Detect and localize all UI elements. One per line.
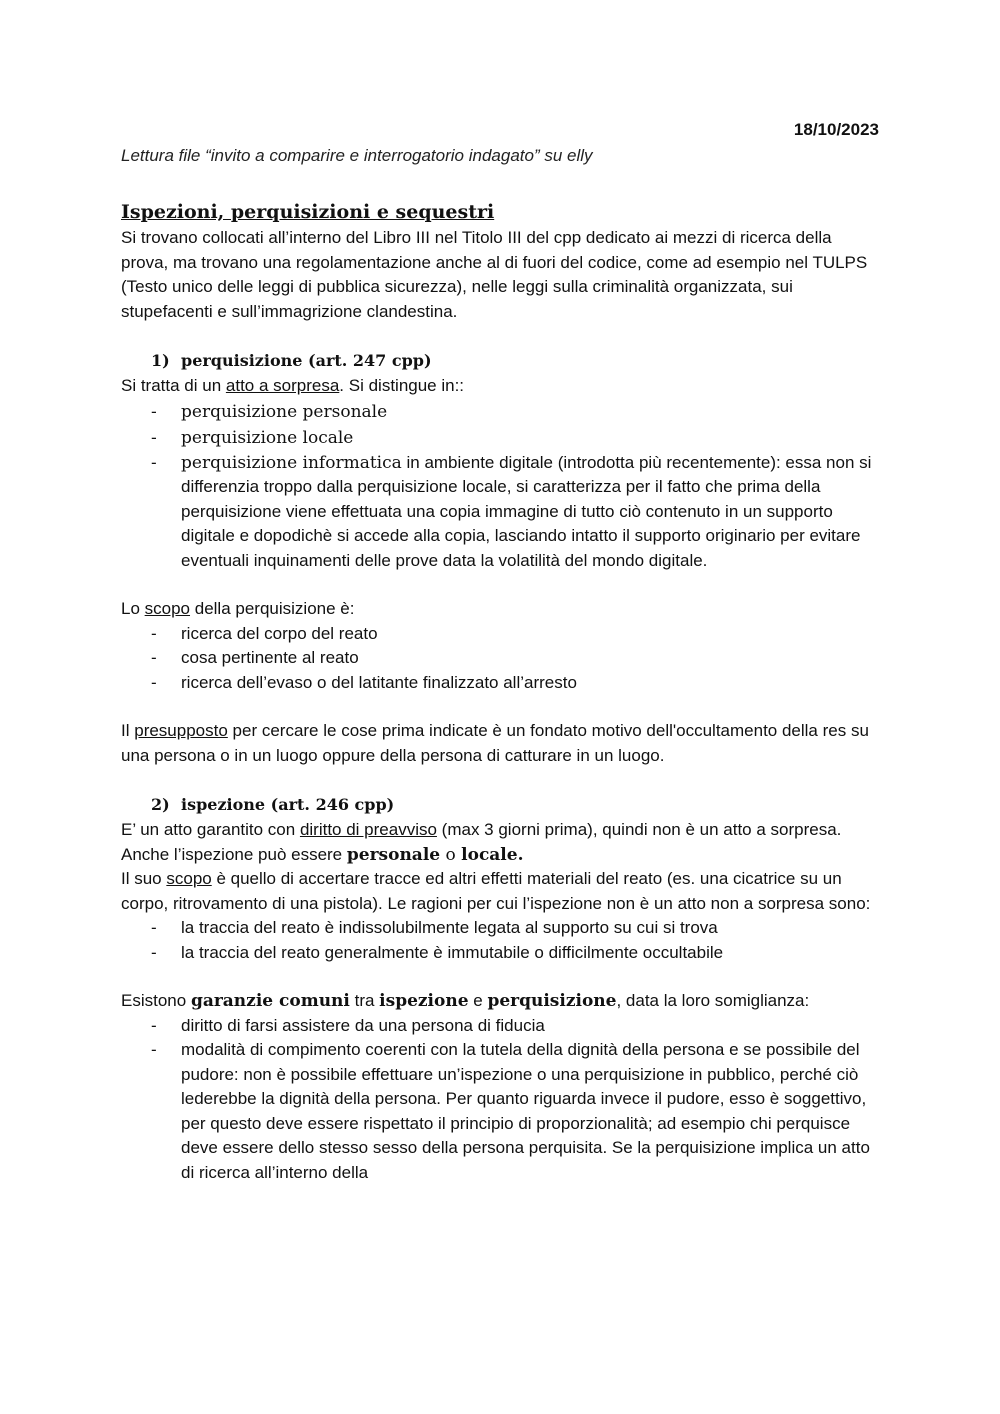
dash-bullet: - <box>151 918 157 937</box>
heading-text: perquisizione (art. 247 cpp) <box>181 351 432 370</box>
list-item: - perquisizione personale <box>121 399 881 425</box>
underlined-text: scopo <box>166 869 212 888</box>
perquisizione-types-list <box>121 399 881 574</box>
garanzie-list <box>121 1014 881 1186</box>
underlined-text: atto a sorpresa <box>225 376 340 395</box>
heading-number: 1) <box>151 351 170 370</box>
section-title: Ispezioni, perquisizioni e sequestri <box>121 201 495 223</box>
heading-perquisizione <box>121 348 881 374</box>
list-item: - ricerca del corpo del reato <box>121 622 881 647</box>
dash-bullet: - <box>151 452 157 472</box>
list-item: - perquisizione informatica in ambiente digitale (introdotta più recentemente): essa non si differenzia troppo dalla perquisizione locale, si caratterizza per il fatto che prima della perquisizione viene effettuata una copia immagine di tutto ciò contenuto in un supporto digitale e dopodichè si accede alla copia, lasciando intatto il supporto originario per evitare eventuali inquinamenti delle prove data la volatilità del mondo digitale. <box>151 452 872 570</box>
subtitle: Lettura file “invito a comparire e interrogatorio indagato” su elly <box>121 146 593 165</box>
dash-bullet: - <box>151 1040 157 1059</box>
dash-bullet: - <box>151 1015 157 1035</box>
perquisizione-intro: Si tratta di un atto a sorpresa. Si distingue in:: <box>121 376 465 395</box>
intro-paragraph: Si trovano collocati all’interno del Libro III nel Titolo III del cpp dedicato ai mezzi di ricerca della prova, ma trovano una regolamentazione anche al di fuori del codice, come ad esempio nel TULPS (Testo unico delle leggi di pubblica sicurezza), nelle leggi sulla criminalità organizzata, sui stupefacenti e sull’immagrizione clandestina. <box>121 228 868 321</box>
scopo-list <box>121 622 881 696</box>
garanzie-paragraph: Esistono garanzie comuni tra ispezione e perquisizione, data la loro somiglianza: <box>121 991 810 1011</box>
ispezione-reasons-list <box>121 916 881 965</box>
list-item: - la traccia del reato generalmente è immutabile o difficilmente occultabile <box>121 941 881 966</box>
date: 18/10/2023 <box>793 120 879 139</box>
scopo-perquisizione: Lo scopo della perquisizione è: <box>121 599 355 618</box>
dash-bullet: - <box>151 623 157 643</box>
dash-bullet: - <box>151 401 157 422</box>
underlined-text: diritto di preavviso <box>299 820 437 839</box>
document-body <box>121 198 881 1185</box>
underlined-text: scopo <box>144 599 191 618</box>
list-item: - ricerca dell’evaso o del latitante finalizzato all’arresto <box>121 671 881 696</box>
list-item: - cosa pertinente al reato <box>121 646 881 671</box>
heading-ispezione <box>121 792 881 818</box>
heading-number: 2) <box>151 795 170 814</box>
dash-bullet: - <box>151 672 157 692</box>
presupposto-paragraph: Il presupposto per cercare le cose prima indicate è un fondato motivo dell'occultamento della res su una persona o in un luogo oppure della persona di catturare in un luogo. <box>121 721 869 765</box>
list-item: - modalità di compimento coerenti con la tutela della dignità della persona e se possibile del pudore: non è possibile effettuare un’ispezione o una perquisizione in pubblico, perché ciò lederebbe la dignità della persona. Per quanto riguarda invece il pudore, esso è soggettivo, per questo deve essere rispettato il principio di proporzionalità; ad esempio chi perquisce deve essere dello stesso sesso della persona perquisita. Se la perquisizione implica un atto di ricerca all’interno della <box>151 1040 870 1182</box>
dash-bullet: - <box>151 942 157 962</box>
ispezione-paragraph-2: Il suo scopo è quello di accertare tracce ed altri effetti materiali del reato (es. una cicatrice su un corpo, ritrovamento di una pistola). Le ragioni per cui l’ispezione non è un atto non a sorpresa sono: <box>121 869 871 913</box>
dash-bullet: - <box>151 427 157 448</box>
heading-text: ispezione (art. 246 cpp) <box>181 795 395 814</box>
ispezione-paragraph-1: E’ un atto garantito con diritto di preavviso (max 3 giorni prima), quindi non è un atto a sorpresa. Anche l’ispezione può essere personale o locale. <box>121 820 842 865</box>
dash-bullet: - <box>151 648 157 667</box>
list-item: - diritto di farsi assistere da una persona di fiducia <box>121 1014 881 1039</box>
list-item: - perquisizione locale <box>121 425 881 451</box>
underlined-text: presupposto <box>134 721 228 740</box>
list-item: - la traccia del reato è indissolubilmente legata al supporto su cui si trova <box>121 916 881 941</box>
